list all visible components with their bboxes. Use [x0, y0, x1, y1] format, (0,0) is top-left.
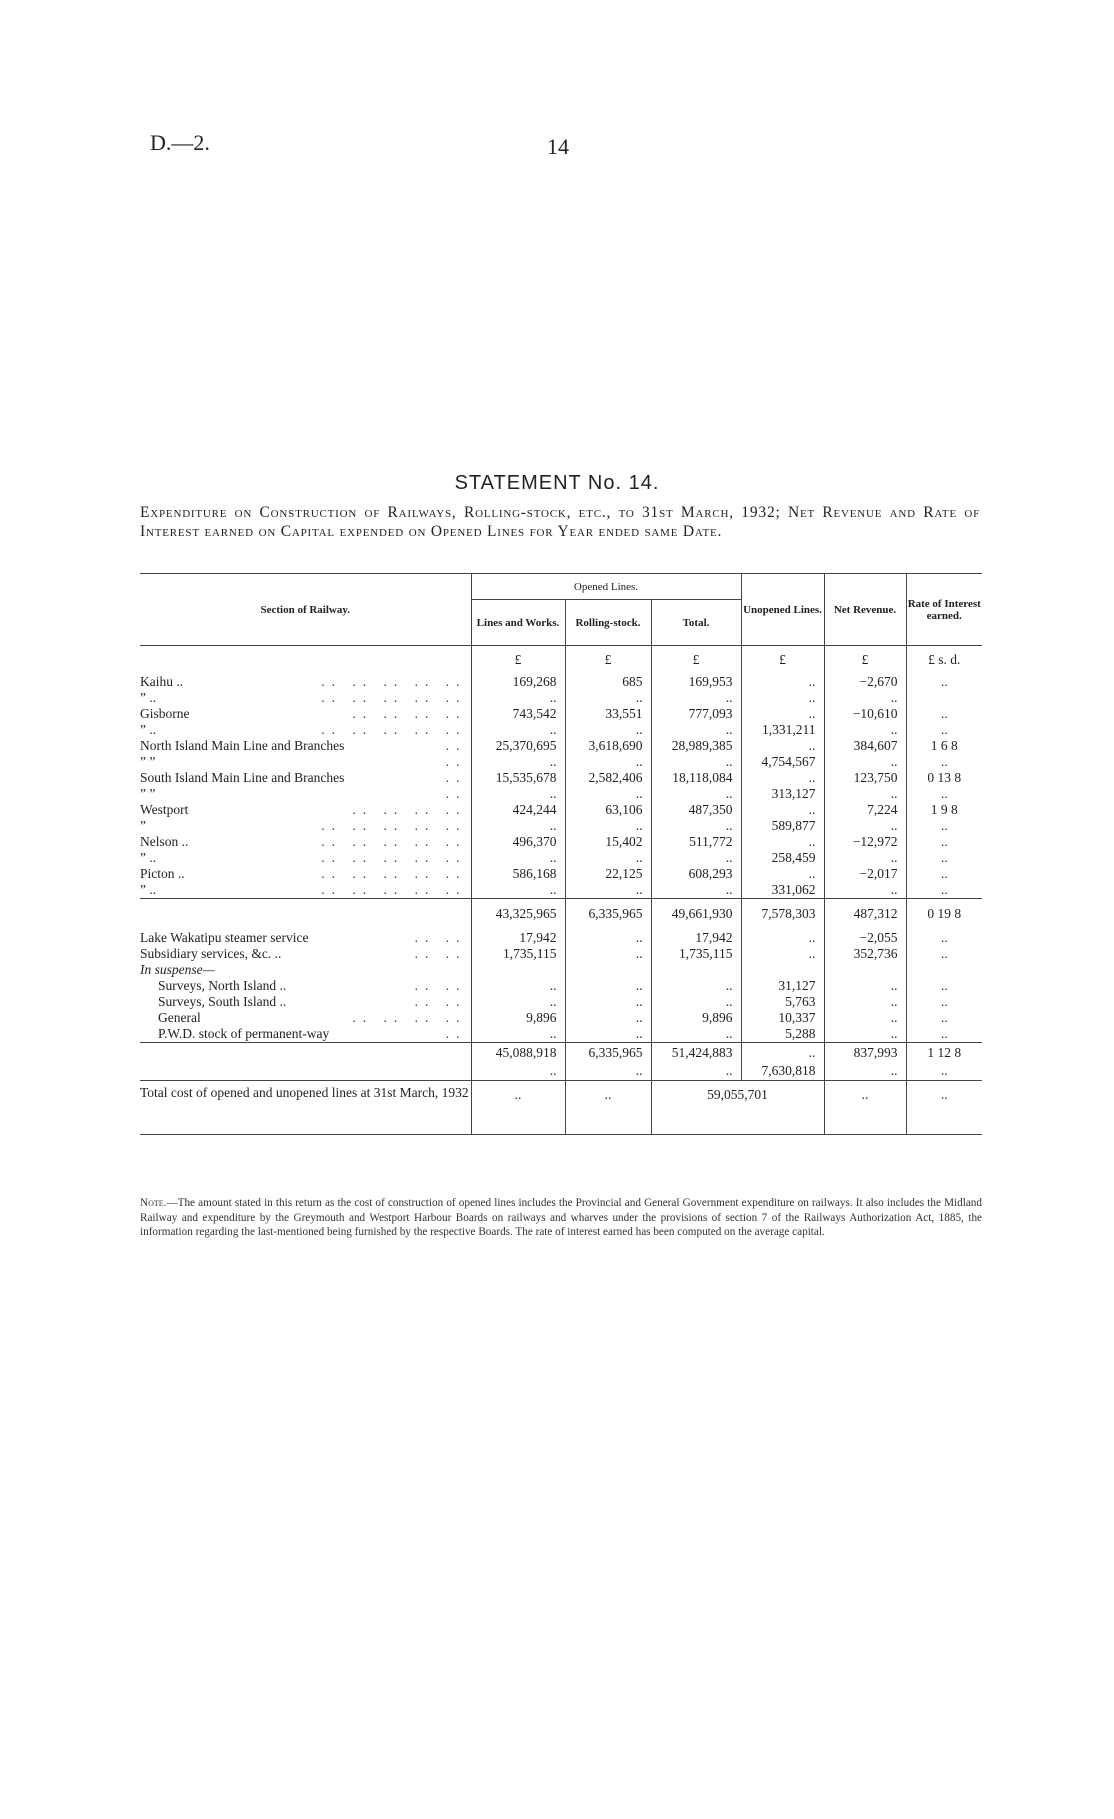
row-label-cell [140, 754, 471, 770]
cell-net: .. [824, 850, 906, 866]
cell-unopened: .. [741, 930, 824, 946]
cell-lines: 496,370 [471, 834, 565, 850]
cell-rolling: 3,618,690 [565, 738, 651, 754]
unit-lines: £ [471, 646, 565, 674]
grand-total-2: .. [651, 1063, 741, 1081]
cell-unopened [741, 962, 824, 978]
row-label: ” ” [140, 785, 156, 801]
row-label-cell [140, 834, 471, 850]
subtotal-net: 487,312 [824, 898, 906, 930]
row-label: ” .. [140, 849, 157, 865]
cell-lines: 9,896 [471, 1010, 565, 1026]
subtotal-rolling: 6,335,965 [565, 898, 651, 930]
cell-lines [471, 962, 565, 978]
table-row [140, 818, 982, 834]
cell-rate: .. [906, 754, 982, 770]
grand-total-section [140, 1043, 982, 1081]
cell-lines: 424,244 [471, 802, 565, 818]
table-row [140, 690, 982, 706]
cell-net [824, 962, 906, 978]
cell-unopened: 331,062 [741, 882, 824, 899]
cell-lines: .. [471, 690, 565, 706]
row-label: Lake Wakatipu steamer service [140, 930, 309, 945]
table-row [140, 866, 982, 882]
page-number: 14 [547, 134, 569, 159]
row-label: Subsidiary services, &c. .. [140, 946, 282, 961]
cell-total: .. [651, 786, 741, 802]
cell-rate: .. [906, 722, 982, 738]
table-row [140, 850, 982, 866]
cell-total: 18,118,084 [651, 770, 741, 786]
row-label-cell [140, 674, 471, 690]
table-row [140, 946, 982, 962]
cell-rate: .. [906, 818, 982, 834]
row-leader-dots: .. [445, 785, 467, 801]
cell-net: −2,670 [824, 674, 906, 690]
cell-rolling: .. [565, 690, 651, 706]
cell-rate: .. [906, 850, 982, 866]
row-leader-dots: .. .. [414, 994, 467, 1009]
cell-lines: 17,942 [471, 930, 565, 946]
cell-rate: .. [906, 994, 982, 1010]
subtotal-total: 49,661,930 [651, 898, 741, 930]
row-leader-dots: .. .. .. .. .. [321, 865, 467, 881]
row-label: North Island Main Line and Branches [140, 737, 345, 753]
row-label-cell [140, 1026, 471, 1043]
cell-rate: .. [906, 1010, 982, 1026]
cell-rate: 1 9 8 [906, 802, 982, 818]
cell-rolling: .. [565, 786, 651, 802]
row-label-cell [140, 802, 471, 818]
row-leader-dots: .. [445, 1026, 467, 1041]
cell-net: .. [824, 882, 906, 899]
cell-lines: .. [471, 754, 565, 770]
cell-net: −2,055 [824, 930, 906, 946]
table-row [140, 882, 982, 899]
unit-net: £ [824, 646, 906, 674]
cell-unopened: .. [741, 946, 824, 962]
cell-rate: .. [906, 866, 982, 882]
cell-total: .. [651, 978, 741, 994]
cell-rolling: 33,551 [565, 706, 651, 722]
footnote [140, 1196, 982, 1240]
cell-unopened: 10,337 [741, 1010, 824, 1026]
total-cost-lines: .. [471, 1081, 565, 1135]
cell-net: .. [824, 786, 906, 802]
cell-unopened: 313,127 [741, 786, 824, 802]
cell-lines: 743,542 [471, 706, 565, 722]
table-row [140, 738, 982, 754]
cell-rolling: 63,106 [565, 802, 651, 818]
row-leader-dots: .. .. .. .. .. [321, 817, 467, 833]
row-leader-dots: .. .. .. .. .. [321, 689, 467, 705]
row-label: ” .. [140, 689, 157, 705]
cell-net: .. [824, 994, 906, 1010]
row-label: In suspense— [140, 962, 215, 977]
row-label-cell [140, 818, 471, 834]
row-label: Surveys, North Island .. [158, 978, 287, 993]
row-leader-dots: .. .. .. .. .. [321, 881, 467, 897]
table-row [140, 754, 982, 770]
cell-net: .. [824, 1026, 906, 1043]
cell-rate: .. [906, 930, 982, 946]
cell-lines: .. [471, 786, 565, 802]
row-label-cell [140, 706, 471, 722]
row-leader-dots: .. .. [414, 978, 467, 993]
row-leader-dots: .. .. .. .. [352, 801, 467, 817]
row-leader-dots: .. .. .. .. .. [321, 673, 467, 689]
expenditure-table-container [140, 573, 982, 1136]
header-total: Total. [651, 600, 741, 646]
grand-lines: 45,088,918 [471, 1043, 565, 1063]
cell-rolling: 685 [565, 674, 651, 690]
row-label-cell [140, 866, 471, 882]
cell-net: 7,224 [824, 802, 906, 818]
cell-rolling: .. [565, 818, 651, 834]
cell-rate: .. [906, 978, 982, 994]
table-row [140, 962, 982, 978]
table-row [140, 834, 982, 850]
row-leader-dots: .. .. .. .. [352, 705, 467, 721]
cell-unopened: 31,127 [741, 978, 824, 994]
cell-lines: 1,735,115 [471, 946, 565, 962]
grand-net: 837,993 [824, 1043, 906, 1063]
cell-rate: .. [906, 786, 982, 802]
cell-net: .. [824, 690, 906, 706]
cell-lines: .. [471, 994, 565, 1010]
cell-lines: 15,535,678 [471, 770, 565, 786]
subtotal-lines: 43,325,965 [471, 898, 565, 930]
unit-unopened: £ [741, 646, 824, 674]
row-leader-dots: .. .. [414, 930, 467, 945]
cell-lines: .. [471, 818, 565, 834]
total-cost-net: .. [824, 1081, 906, 1135]
cell-unopened: 5,288 [741, 1026, 824, 1043]
row-label-cell [140, 690, 471, 706]
row-label: ” ” [140, 753, 156, 769]
grand-unopened: .. [741, 1043, 824, 1063]
total-cost-rolling: .. [565, 1081, 651, 1135]
total-cost-rate: .. [906, 1081, 982, 1135]
row-label: Gisborne [140, 705, 190, 721]
table-row [140, 994, 982, 1010]
header-lines-works: Lines and Works. [471, 600, 565, 646]
cell-unopened: .. [741, 834, 824, 850]
cell-total: 28,989,385 [651, 738, 741, 754]
cell-net: 384,607 [824, 738, 906, 754]
total-cost-combined: 59,055,701 [651, 1081, 824, 1135]
row-leader-dots: .. .. .. .. [352, 1010, 467, 1025]
document-reference: D.—2. [150, 130, 210, 155]
footnote-lead: Note. [140, 1197, 167, 1209]
cell-unopened: 589,877 [741, 818, 824, 834]
cell-net: .. [824, 818, 906, 834]
main-rows [140, 674, 982, 899]
cell-total: 9,896 [651, 1010, 741, 1026]
cell-total: .. [651, 850, 741, 866]
cell-rolling: .. [565, 994, 651, 1010]
cell-rate: .. [906, 834, 982, 850]
cell-total: .. [651, 690, 741, 706]
cell-rolling: .. [565, 1010, 651, 1026]
cell-lines: .. [471, 1026, 565, 1043]
row-label-cell [140, 882, 471, 899]
row-label-cell [140, 994, 471, 1010]
unit-rolling: £ [565, 646, 651, 674]
cell-total: 169,953 [651, 674, 741, 690]
table-row [140, 722, 982, 738]
cell-unopened: .. [741, 866, 824, 882]
row-label-cell [140, 978, 471, 994]
header-section: Section of Railway. [260, 603, 351, 616]
grand-net-2: .. [824, 1063, 906, 1081]
cell-rolling [565, 962, 651, 978]
expenditure-table [140, 573, 982, 1136]
cell-unopened: 4,754,567 [741, 754, 824, 770]
row-label: ” .. [140, 721, 157, 737]
cell-lines: .. [471, 882, 565, 899]
cell-unopened: 258,459 [741, 850, 824, 866]
cell-rolling: .. [565, 978, 651, 994]
grand-lines-2: .. [471, 1063, 565, 1081]
cell-rate: .. [906, 706, 982, 722]
cell-total: .. [651, 882, 741, 899]
table-row [140, 930, 982, 946]
cell-rate [906, 962, 982, 978]
cell-lines: 586,168 [471, 866, 565, 882]
row-label: P.W.D. stock of permanent-way [158, 1026, 330, 1041]
cell-rolling: .. [565, 1026, 651, 1043]
cell-unopened: .. [741, 738, 824, 754]
table-row [140, 1010, 982, 1026]
cell-total: .. [651, 994, 741, 1010]
cell-net: −12,972 [824, 834, 906, 850]
unit-total: £ [651, 646, 741, 674]
grand-total: 51,424,883 [651, 1043, 741, 1063]
header-opened-lines: Opened Lines. [471, 574, 741, 600]
header-rate: Rate of Interest earned. [906, 574, 982, 646]
row-label: Surveys, South Island .. [158, 994, 287, 1009]
row-label: Picton .. [140, 865, 185, 881]
cell-rolling: 15,402 [565, 834, 651, 850]
footnote-text: —The amount stated in this return as the cost of construction of opened lines includes the Provincial and General Government expenditure on railways. It also includes the Midland Railway and expenditure by the Greymouth and Westport Harbour Boards on railways and wharves under the provisions of section 7 of the Railways Authorization Act, 1885, the information regarding the last-mentioned being furnished by the respective Boards. The rate of interest earned has been computed on the average capital. [140, 1197, 982, 1238]
grand-rolling: 6,335,965 [565, 1043, 651, 1063]
cell-net: 123,750 [824, 770, 906, 786]
unit-rate: £ s. d. [906, 646, 982, 674]
row-label-cell [140, 722, 471, 738]
row-label-cell [140, 1010, 471, 1026]
cell-total: 17,942 [651, 930, 741, 946]
table-row [140, 978, 982, 994]
row-label-cell [140, 786, 471, 802]
cell-unopened: .. [741, 690, 824, 706]
subtotal-unopened: 7,578,303 [741, 898, 824, 930]
cell-lines: .. [471, 978, 565, 994]
row-label: ” [140, 817, 146, 833]
cell-net: .. [824, 1010, 906, 1026]
header-unopened: Unopened Lines. [741, 574, 824, 646]
grand-rate: 1 12 8 [906, 1043, 982, 1063]
cell-rate: 1 6 8 [906, 738, 982, 754]
row-leader-dots: .. .. [414, 946, 467, 961]
cell-rolling: 2,582,406 [565, 770, 651, 786]
total-cost-label: Total cost of opened and unopened lines at 31st March, 1932 [140, 1085, 469, 1100]
cell-total: 777,093 [651, 706, 741, 722]
row-label: Nelson .. [140, 833, 189, 849]
cell-total: .. [651, 754, 741, 770]
grand-rate-2: .. [906, 1063, 982, 1081]
statement-title: STATEMENT No. 14. [454, 472, 660, 494]
cell-total: .. [651, 818, 741, 834]
cell-total [651, 962, 741, 978]
table-row [140, 802, 982, 818]
cell-rolling: .. [565, 882, 651, 899]
cell-rate [906, 690, 982, 706]
row-label-cell [140, 962, 471, 978]
cell-total: .. [651, 722, 741, 738]
statement-subtitle: Expenditure on Construction of Railways, Rolling-stock, etc., to 31st March, 1932; Net Revenue and Rate of Interest earned on Capital expended on Opened Lines for Year ended same Date. [140, 504, 980, 540]
grand-unopened-2: 7,630,818 [741, 1063, 824, 1081]
row-label: Kaihu .. [140, 673, 184, 689]
cell-unopened: .. [741, 802, 824, 818]
other-rows [140, 930, 982, 1043]
cell-net: −2,017 [824, 866, 906, 882]
grand-rolling-2: .. [565, 1063, 651, 1081]
row-label-cell [140, 946, 471, 962]
cell-net: .. [824, 722, 906, 738]
cell-rolling: .. [565, 930, 651, 946]
row-leader-dots: .. [445, 737, 467, 753]
cell-rate: .. [906, 1026, 982, 1043]
row-label: ” .. [140, 881, 157, 897]
cell-net: 352,736 [824, 946, 906, 962]
row-leader-dots: .. .. .. .. .. [321, 833, 467, 849]
cell-total: 608,293 [651, 866, 741, 882]
cell-rolling: .. [565, 946, 651, 962]
subtotal-section [140, 898, 982, 930]
cell-net: .. [824, 978, 906, 994]
cell-total: 1,735,115 [651, 946, 741, 962]
total-cost-section [140, 1081, 982, 1136]
cell-unopened: .. [741, 674, 824, 690]
cell-lines: .. [471, 722, 565, 738]
header-net-revenue: Net Revenue. [824, 574, 906, 646]
cell-total: 511,772 [651, 834, 741, 850]
subtotal-rate: 0 19 8 [906, 898, 982, 930]
cell-total: 487,350 [651, 802, 741, 818]
table-row [140, 1026, 982, 1043]
cell-rolling: .. [565, 850, 651, 866]
cell-rolling: .. [565, 754, 651, 770]
cell-unopened: .. [741, 770, 824, 786]
row-label-cell [140, 930, 471, 946]
cell-net: .. [824, 754, 906, 770]
cell-unopened: 5,763 [741, 994, 824, 1010]
table-row [140, 674, 982, 690]
row-leader-dots: .. [445, 769, 467, 785]
row-label-cell [140, 770, 471, 786]
cell-rate: .. [906, 946, 982, 962]
row-label-cell [140, 850, 471, 866]
header-rolling-stock: Rolling-stock. [565, 600, 651, 646]
cell-unopened: .. [741, 706, 824, 722]
row-leader-dots: .. [445, 753, 467, 769]
cell-rolling: 22,125 [565, 866, 651, 882]
table-row [140, 770, 982, 786]
cell-rate: 0 13 8 [906, 770, 982, 786]
table-row [140, 706, 982, 722]
cell-rate: .. [906, 882, 982, 899]
row-leader-dots: .. .. .. .. .. [321, 721, 467, 737]
cell-lines: .. [471, 850, 565, 866]
row-label: Westport [140, 801, 189, 817]
row-label: General [158, 1010, 201, 1025]
cell-rolling: .. [565, 722, 651, 738]
cell-lines: 25,370,695 [471, 738, 565, 754]
cell-unopened: 1,331,211 [741, 722, 824, 738]
cell-rate: .. [906, 674, 982, 690]
cell-total: .. [651, 1026, 741, 1043]
cell-lines: 169,268 [471, 674, 565, 690]
row-label: South Island Main Line and Branches [140, 769, 345, 785]
table-row [140, 786, 982, 802]
cell-net: −10,610 [824, 706, 906, 722]
row-label-cell [140, 738, 471, 754]
row-leader-dots: .. .. .. .. .. [321, 849, 467, 865]
